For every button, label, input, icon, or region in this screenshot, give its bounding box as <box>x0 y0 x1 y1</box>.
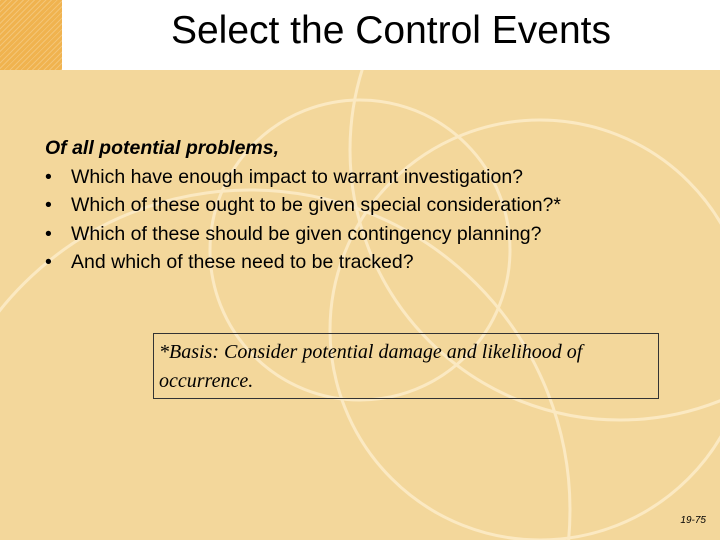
bullet-item <box>45 220 695 249</box>
page-number: 19-75 <box>680 515 706 526</box>
bullet-item <box>45 248 695 277</box>
basis-note: *Basis: Consider potential damage and likelihood of occurrence. <box>153 333 659 399</box>
bullet-item <box>45 163 695 192</box>
bullet-icon: • <box>45 165 52 188</box>
bullet-icon: • <box>45 251 52 273</box>
bullet-list <box>45 163 695 277</box>
bullet-text: Which of these should be given contingency planning? <box>71 222 542 245</box>
slide-title: Select the Control Events <box>170 9 612 52</box>
bullet-text: Which have enough impact to warrant investigation? <box>71 165 524 188</box>
bullet-item <box>45 191 695 220</box>
corner-accent <box>0 0 62 70</box>
bullet-text: And which of these need to be tracked? <box>71 251 414 273</box>
slide-body <box>45 134 695 277</box>
lead-text: Of all potential problems, <box>45 137 280 159</box>
bullet-icon: • <box>45 222 52 245</box>
bullet-text: Which of these ought to be given special consideration?* <box>71 194 561 216</box>
bullet-icon: • <box>45 194 52 216</box>
